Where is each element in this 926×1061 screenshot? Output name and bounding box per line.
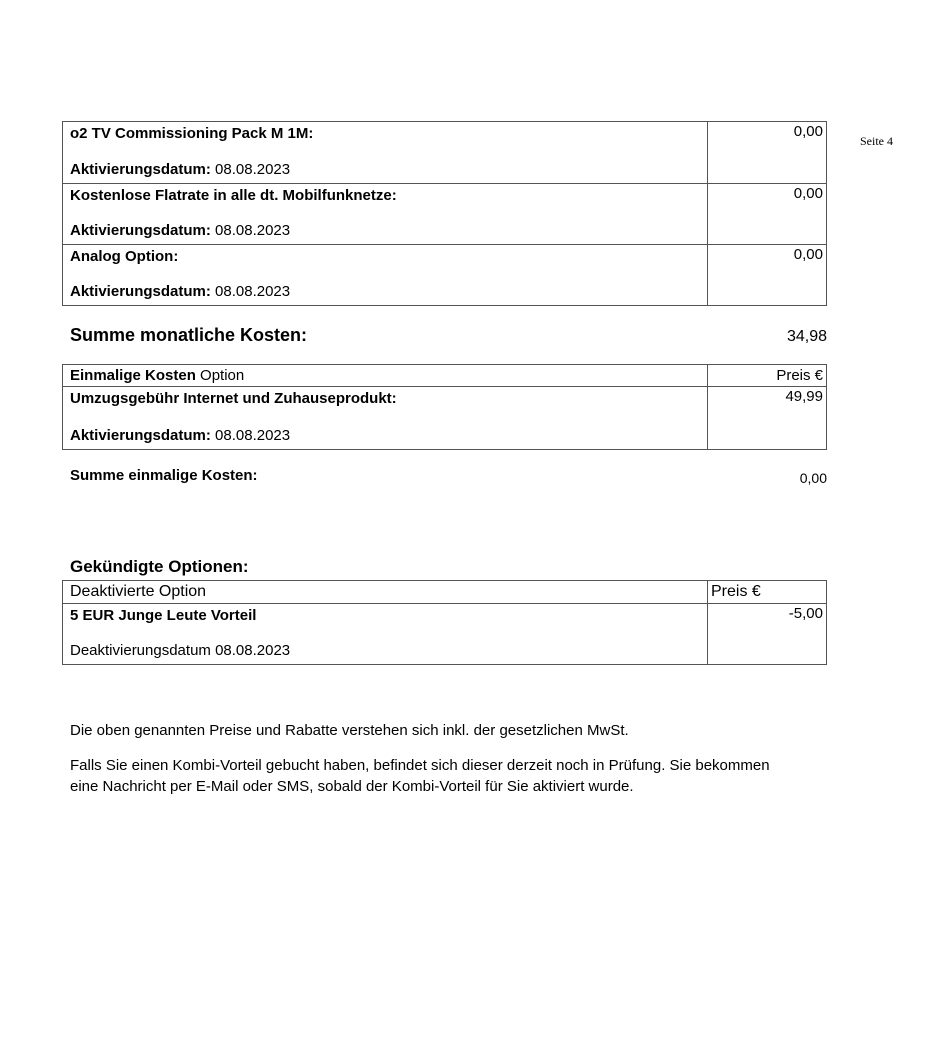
kombi-note-line-2: eine Nachricht per E-Mail oder SMS, sobald der Kombi-Vorteil für Sie aktiviert wurde. [70, 778, 634, 795]
activation-date-label: Aktivierungsdatum: [70, 161, 211, 178]
price-cell: 0,00 [793, 123, 823, 140]
price-cell: 0,00 [793, 185, 823, 202]
deactivation-date-line: Deaktivierungsdatum 08.08.2023 [70, 642, 291, 659]
activation-date-line [70, 427, 701, 445]
activation-date-value: 08.08.2023 [215, 222, 291, 239]
one-time-header-title-light: Option [200, 367, 245, 384]
monthly-sum-line [70, 325, 827, 346]
kombi-note-line-1: Falls Sie einen Kombi-Vorteil gebucht haben, befindet sich dieser derzeit noch in Prüfung. Sie bekommen [70, 757, 770, 774]
table-row [63, 244, 826, 305]
table-row [63, 603, 826, 664]
page-number-label: Seite 4 [860, 134, 893, 148]
cancelled-options-heading: Gekündigte Optionen: [70, 557, 249, 576]
activation-date-label: Aktivierungsdatum: [70, 427, 211, 444]
option-cell [63, 184, 708, 244]
monthly-sum-value: 34,98 [786, 328, 827, 345]
deactivated-option-header: Deaktivierte Option [63, 581, 708, 603]
table-header-row [63, 581, 826, 603]
option-cell [63, 604, 708, 664]
option-name: Umzugsgebühr Internet und Zuhauseprodukt: [70, 390, 397, 407]
one-time-header-title-bold: Einmalige Kosten [70, 367, 196, 384]
monthly-options-table [62, 121, 827, 306]
one-time-costs-table [62, 364, 827, 450]
option-cell [63, 387, 708, 449]
activation-date-label: Aktivierungsdatum: [70, 283, 211, 300]
option-name: o2 TV Commissioning Pack M 1M: [70, 125, 314, 142]
cancelled-options-table [62, 580, 827, 665]
option-name: Kostenlose Flatrate in alle dt. Mobilfunknetze: [70, 187, 397, 204]
one-time-sum-label: Summe einmalige Kosten: [70, 467, 258, 484]
activation-date-line [70, 222, 701, 240]
option-cell [63, 122, 708, 183]
table-header-row [63, 365, 826, 386]
activation-date-line [70, 161, 701, 179]
vat-note: Die oben genannten Preise und Rabatte verstehen sich inkl. der gesetzlichen MwSt. [70, 722, 629, 739]
price-cell: 0,00 [793, 246, 823, 263]
activation-date-value: 08.08.2023 [215, 283, 291, 300]
price-column-header: Preis € [711, 583, 761, 600]
option-cell [63, 245, 708, 305]
one-time-sum-value: 0,00 [799, 470, 827, 486]
option-name: 5 EUR Junge Leute Vorteil [70, 607, 257, 624]
table-row [63, 122, 826, 183]
monthly-sum-label: Summe monatliche Kosten: [70, 325, 308, 345]
one-time-header-title [63, 365, 708, 386]
activation-date-value: 08.08.2023 [215, 427, 291, 444]
price-column-header: Preis € [776, 367, 823, 384]
activation-date-value: 08.08.2023 [215, 161, 291, 178]
price-cell: 49,99 [785, 388, 823, 405]
table-row [63, 386, 826, 449]
table-row [63, 183, 826, 244]
price-cell: -5,00 [788, 605, 823, 622]
one-time-sum-line [70, 467, 827, 484]
activation-date-line [70, 283, 701, 301]
kombi-note [70, 755, 832, 797]
activation-date-label: Aktivierungsdatum: [70, 222, 211, 239]
option-name: Analog Option: [70, 248, 179, 265]
